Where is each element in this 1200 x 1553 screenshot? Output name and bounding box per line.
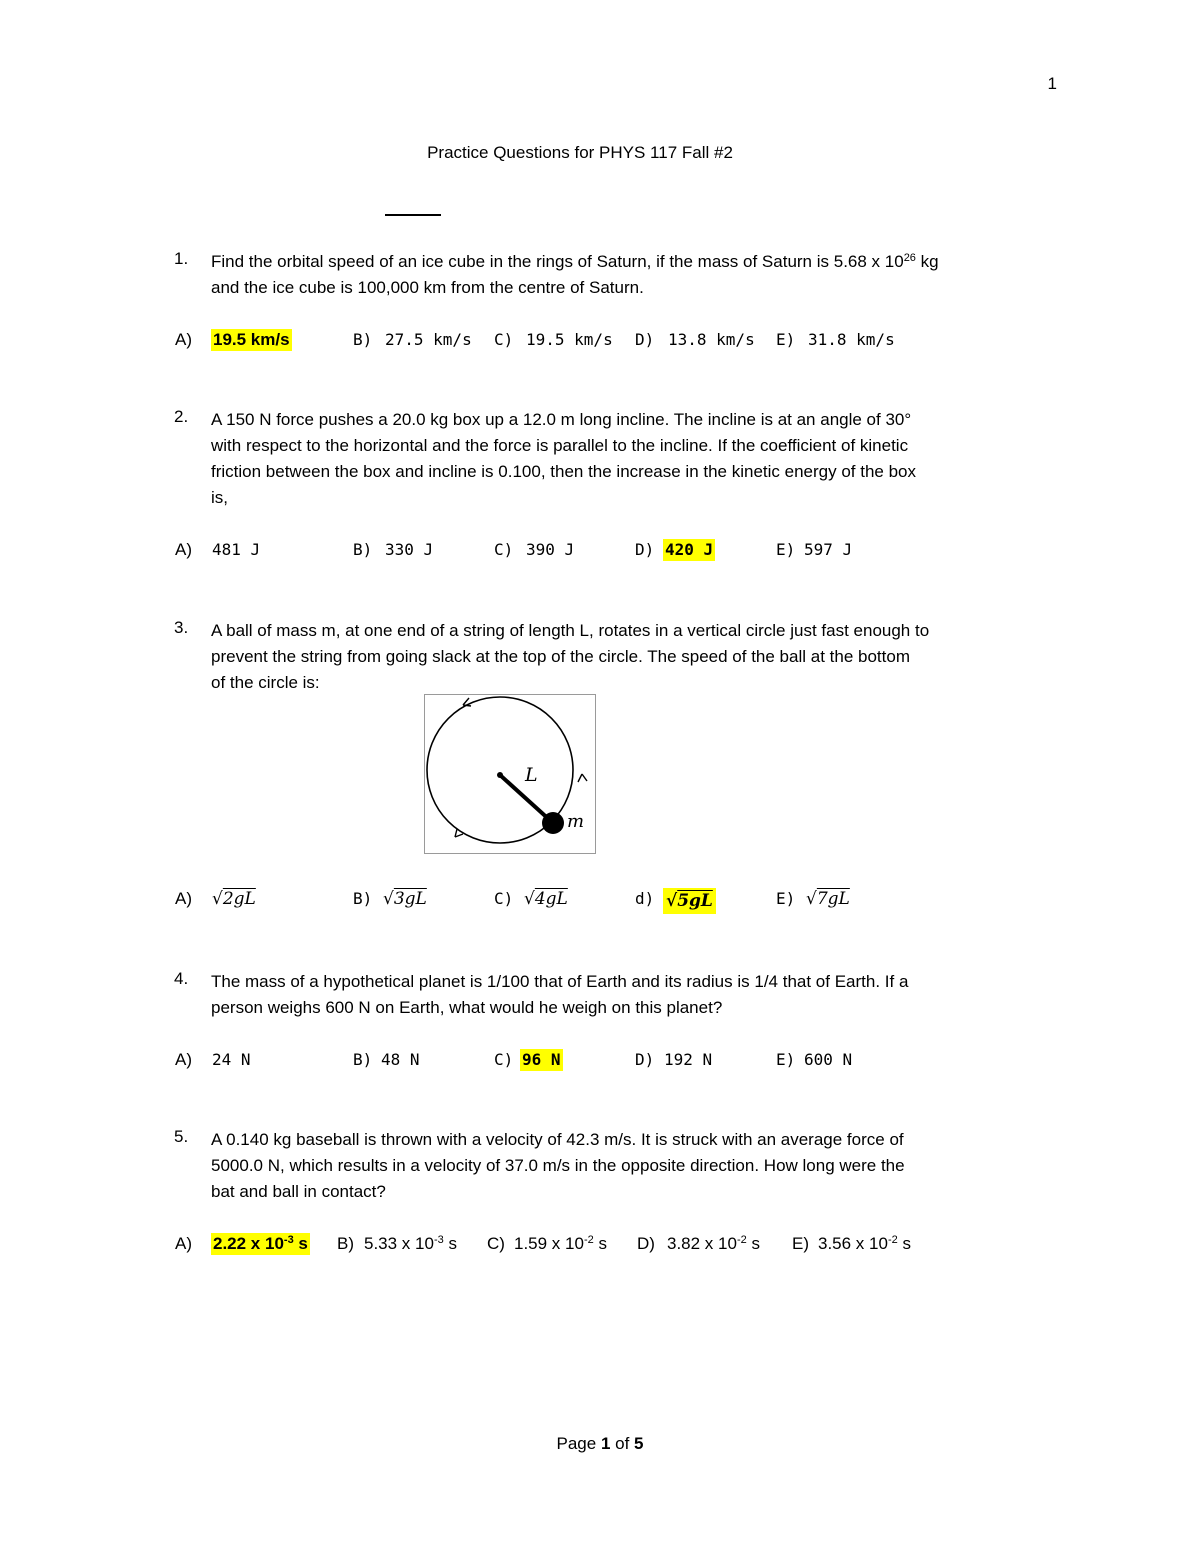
length-label: L — [525, 764, 538, 786]
answer-letter: E) — [776, 889, 796, 908]
answer-value: 600 N — [804, 1050, 853, 1069]
vertical-circle-diagram — [424, 694, 596, 854]
answer-value: 5.33 x $10^{-3}$ s — [364, 1234, 457, 1253]
answer-letter: D) — [635, 1050, 655, 1069]
question-5-text — [211, 1127, 1061, 1205]
arrow-top-icon — [463, 698, 471, 706]
answer-letter: D) — [635, 540, 655, 559]
answer-letter: C) — [494, 1050, 514, 1069]
mass-label: m — [567, 811, 585, 832]
question-1-exponent: 26 — [903, 252, 916, 264]
answer-value: √3gL — [383, 889, 427, 909]
question-1-line-2: and the ice cube is 100,000 km from the centre of Saturn. — [211, 278, 644, 297]
answer-value: 3.56 x $10^{-2}$ s — [818, 1234, 911, 1253]
question-4-line-1: The mass of a hypothetical planet is 1/100 that of Earth and its radius is 1/4 that of Earth. If a — [211, 972, 909, 991]
answer-value: 192 N — [664, 1050, 713, 1069]
question-2-answers — [0, 539, 1200, 565]
page-number: 1 — [1047, 74, 1057, 93]
answer-value: 3.82 x $10^{-2}$ s — [667, 1234, 760, 1253]
answer-letter: A) — [175, 330, 192, 349]
question-4-number: 4. — [174, 969, 189, 988]
answer-letter: A) — [175, 889, 192, 908]
question-2-line-4: is, — [211, 488, 228, 507]
answer-letter: B) — [353, 540, 373, 559]
ball-mass — [542, 812, 564, 834]
question-3-line-1: A ball of mass m, at one end of a string of length L, rotates in a vertical circle just fast enough to — [211, 621, 930, 640]
answer-letter: E) — [776, 330, 796, 349]
answer-correct: √5gL — [663, 888, 716, 914]
answer-value: 390 J — [526, 540, 575, 559]
question-3-line-2: prevent the string from going slack at the top of the circle. The speed of the ball at the bottom — [211, 647, 910, 666]
answer-letter: D) — [637, 1234, 655, 1253]
answer-correct: 96 N — [522, 1050, 561, 1069]
question-1-line-1: Find the orbital speed of an ice cube in the rings of Saturn, if the mass of Saturn is 5.68 x $10^{26}$ kg — [211, 252, 939, 271]
circle-pendulum-figure — [425, 695, 595, 853]
answer-letter: E) — [776, 540, 796, 559]
footer-total-pages: 5 — [634, 1434, 644, 1453]
question-5-answers — [0, 1233, 1200, 1259]
answer-letter: C) — [494, 540, 514, 559]
answer-letter: B) — [353, 330, 373, 349]
answer-value: √4gL — [524, 889, 568, 909]
footer-current-page: 1 — [600, 1434, 611, 1453]
question-2-text — [211, 407, 1061, 511]
answer-value: 27.5 km/s — [385, 330, 472, 349]
answer-value: 597 J — [804, 540, 853, 559]
arrow-right-icon — [578, 774, 587, 782]
page-footer: Page 1 of 5 — [556, 1434, 644, 1453]
answer-letter: A) — [175, 1234, 192, 1253]
answer-letter: C) — [494, 330, 514, 349]
answer-value: 481 J — [212, 540, 261, 559]
answer-letter: A) — [175, 540, 192, 559]
question-1-text — [211, 249, 1061, 301]
document-title: Practice Questions for PHYS 117 Fall #2 — [427, 143, 733, 162]
question-3-answers — [0, 888, 1200, 914]
answer-letter: B) — [353, 1050, 373, 1069]
answer-value: 13.8 km/s — [668, 330, 755, 349]
question-1-number: 1. — [174, 249, 189, 268]
answer-letter: E) — [776, 1050, 796, 1069]
answer-correct: 19.5 km/s — [213, 330, 290, 349]
answer-correct: 420 J — [665, 540, 714, 559]
question-5-line-3: bat and ball in contact? — [211, 1182, 386, 1201]
answer-value: 1.59 x $10^{-2}$ s — [514, 1234, 607, 1253]
answer-value: √2gL — [212, 889, 256, 909]
question-2-line-2: with respect to the horizontal and the force is parallel to the incline. If the coefficient of kinetic — [211, 436, 909, 455]
answer-value: 19.5 km/s — [526, 330, 613, 349]
answer-value: 48 N — [381, 1050, 420, 1069]
question-1-answers — [0, 329, 1200, 355]
question-4-text — [211, 969, 1061, 1021]
question-4-answers — [0, 1049, 1200, 1075]
question-2-line-1: A 150 N force pushes a 20.0 kg box up a 12.0 m long incline. The incline is at an angle of 30° — [211, 410, 912, 429]
answer-letter: D) — [635, 330, 655, 349]
question-5-line-1: A 0.140 kg baseball is thrown with a velocity of 42.3 m/s. It is struck with an average force of — [211, 1130, 904, 1149]
answer-value: 31.8 km/s — [808, 330, 895, 349]
question-5-line-2: 5000.0 N, which results in a velocity of 37.0 m/s in the opposite direction. How long were the — [211, 1156, 905, 1175]
answer-letter: B) — [337, 1234, 354, 1253]
title-underline — [385, 214, 441, 216]
answer-correct: 2.22 x $10^{-3}$ s — [213, 1234, 308, 1253]
answer-letter: E) — [792, 1234, 809, 1253]
question-2-line-3: friction between the box and incline is 0.100, then the increase in the kinetic energy of the box — [211, 462, 917, 481]
answer-value: 330 J — [385, 540, 434, 559]
question-3-text — [211, 618, 1061, 696]
answer-letter: C) — [487, 1234, 505, 1253]
answer-letter: C) — [494, 889, 514, 908]
answer-value: 24 N — [212, 1050, 251, 1069]
question-2-number: 2. — [174, 407, 189, 426]
answer-letter: B) — [353, 889, 373, 908]
pivot-point — [497, 772, 503, 778]
answer-letter: A) — [175, 1050, 192, 1069]
question-4-line-2: person weighs 600 N on Earth, what would he weigh on this planet? — [211, 998, 723, 1017]
question-3-line-3: of the circle is: — [211, 673, 320, 692]
question-3-number: 3. — [174, 618, 189, 637]
answer-value: √7gL — [806, 889, 850, 909]
answer-letter: d) — [635, 889, 655, 908]
question-5-number: 5. — [174, 1127, 189, 1146]
